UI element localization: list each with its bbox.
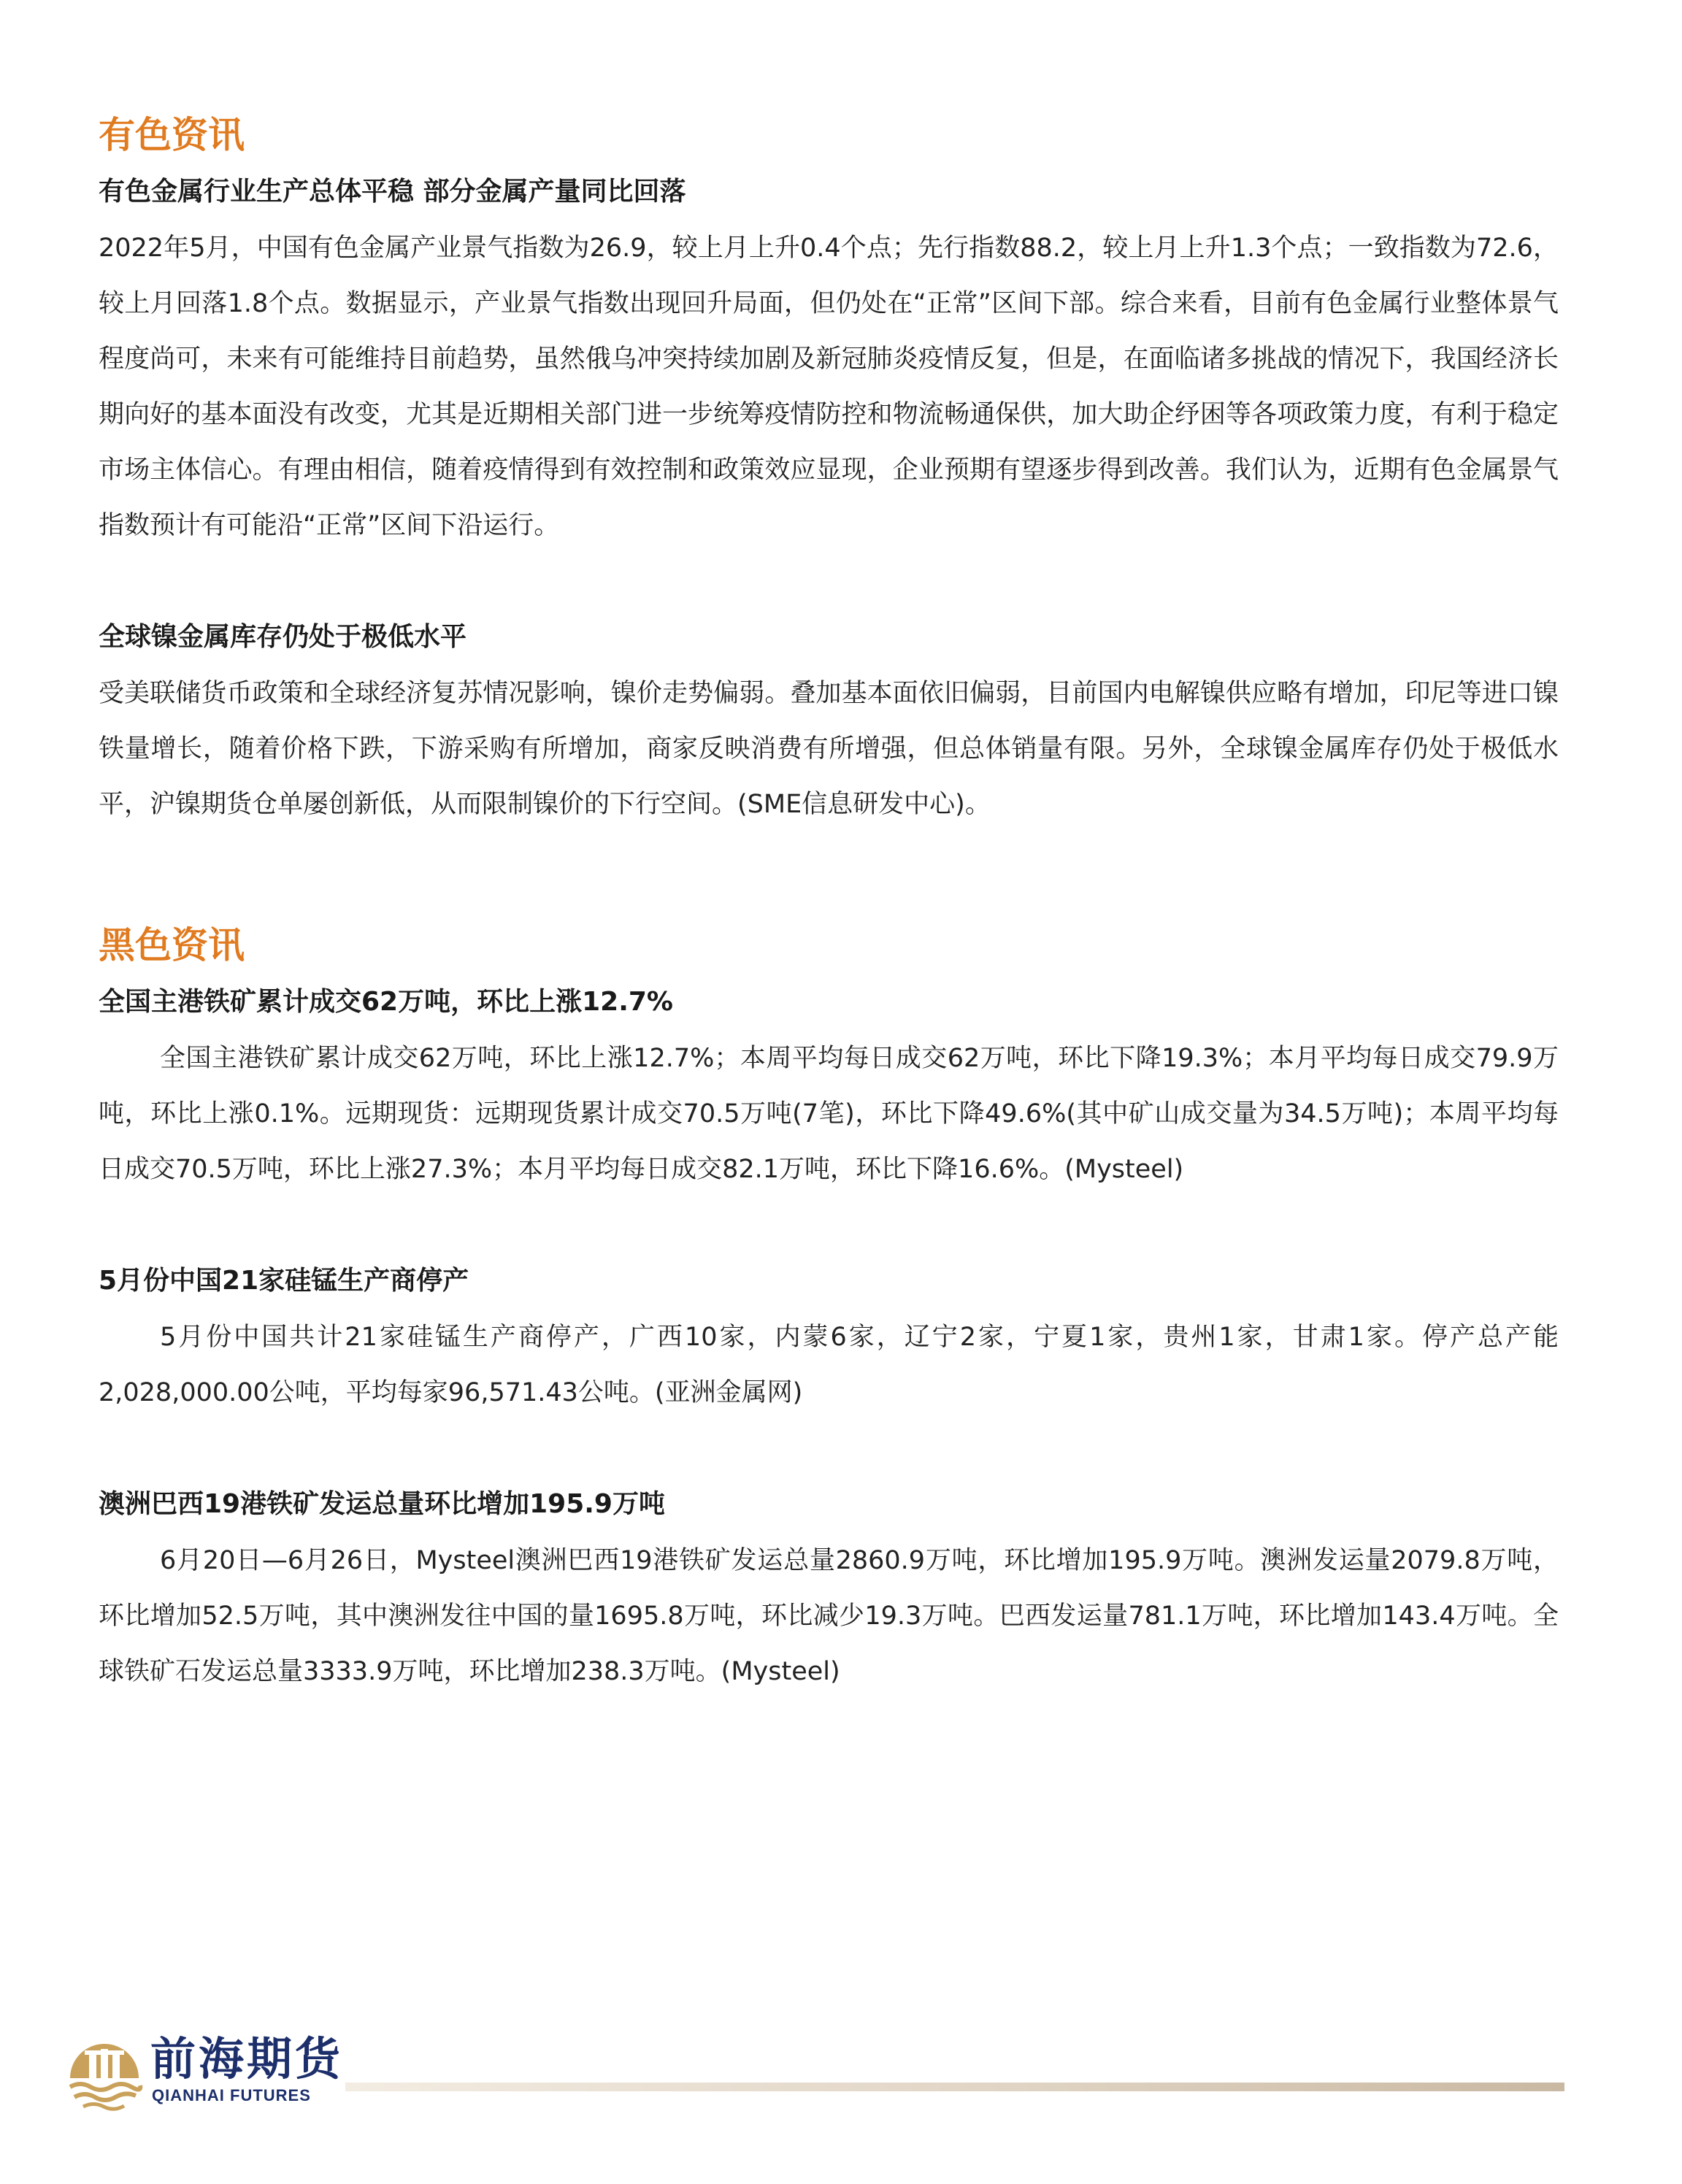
article (99, 1263, 1559, 1420)
logo-text-en: QIANHAI FUTURES (152, 2086, 311, 2104)
qianhai-logo-icon (64, 2033, 145, 2113)
document-page (99, 109, 1559, 1787)
logo-text-cn: 前海期货 (150, 2032, 344, 2085)
article (99, 619, 1559, 832)
article-body: 全国主港铁矿累计成交62万吨，环比上涨12.7%；本周平均每日成交62万吨，环比下降19.3%；本月平均每日成交79.9万吨，环比上涨0.1%。远期现货：远期现货累计成交70.5万吨(7笔)，环比下降49.6%(其中矿山成交量为34.5万吨)；本周平均每日成交70.5万吨，环比上涨27.3%；本月平均每日成交82.1万吨，环比下降16.6%。(Mysteel) (99, 1044, 1559, 1184)
page-footer (64, 2033, 1575, 2113)
section-nonferrous (99, 109, 1559, 832)
article (99, 984, 1559, 1197)
footer-divider (345, 2083, 1564, 2091)
article-body: 5月份中国共计21家硅锰生产商停产，广西10家，内蒙6家，辽宁2家，宁夏1家，贵州1家，甘肃1家。停产总产能2,028,000.00公吨，平均每家96,571.43公吨。(亚洲金属网) (99, 1323, 1559, 1407)
section-title: 有色资讯 (99, 114, 245, 156)
article-title: 全球镍金属库存仍处于极低水平 (99, 622, 467, 652)
article-body: 2022年5月，中国有色金属产业景气指数为26.9，较上月上升0.4个点；先行指数88.2，较上月上升1.3个点；一致指数为72.6，较上月回落1.8个点。数据显示，产业景气指数出现回升局面，但仍处在“正常”区间下部。综合来看，目前有色金属行业整体景气程度尚可，未来有可能维持目前趋势，虽然俄乌冲突持续加剧及新冠肺炎疫情反复，但是，在面临诸多挑战的情况下，我国经济长期向好的基本面没有改变，尤其是近期相关部门进一步统筹疫情防控和物流畅通保供，加大助企纾困等各项政策力度，有利于稳定市场主体信心。有理由相信，随着疫情得到有效控制和政策效应显现，企业预期有望逐步得到改善。我们认为，近期有色金属景气指数预计有可能沿“正常”区间下沿运行。 (99, 234, 1559, 540)
article (99, 1486, 1559, 1699)
article-title: 全国主港铁矿累计成交62万吨，环比上涨12.7% (99, 987, 673, 1017)
article (99, 174, 1559, 553)
section-ferrous (99, 920, 1559, 1699)
article-title: 有色金属行业生产总体平稳 部分金属产量同比回落 (99, 177, 686, 207)
article-body: 受美联储货币政策和全球经济复苏情况影响，镍价走势偏弱。叠加基本面依旧偏弱，目前国内电解镍供应略有增加，印尼等进口镍铁量增长，随着价格下跌，下游采购有所增加，商家反映消费有所增强，但总体销量有限。另外，全球镍金属库存仍处于极低水平，沪镍期货仓单屡创新低，从而限制镍价的下行空间。(SME信息研发中心)。 (99, 679, 1559, 819)
article-title: 澳洲巴西19港铁矿发运总量环比增加195.9万吨 (99, 1489, 665, 1519)
article-body: 6月20日—6月26日，Mysteel澳洲巴西19港铁矿发运总量2860.9万吨，环比增加195.9万吨。澳洲发运量2079.8万吨，环比增加52.5万吨，其中澳洲发往中国的量1695.8万吨，环比减少19.3万吨。巴西发运量781.1万吨，环比增加143.4万吨。全球铁矿石发运总量3333.9万吨，环比增加238.3万吨。(Mysteel) (99, 1546, 1559, 1686)
article-title: 5月份中国21家硅锰生产商停产 (99, 1266, 469, 1296)
section-title: 黑色资讯 (99, 924, 245, 966)
